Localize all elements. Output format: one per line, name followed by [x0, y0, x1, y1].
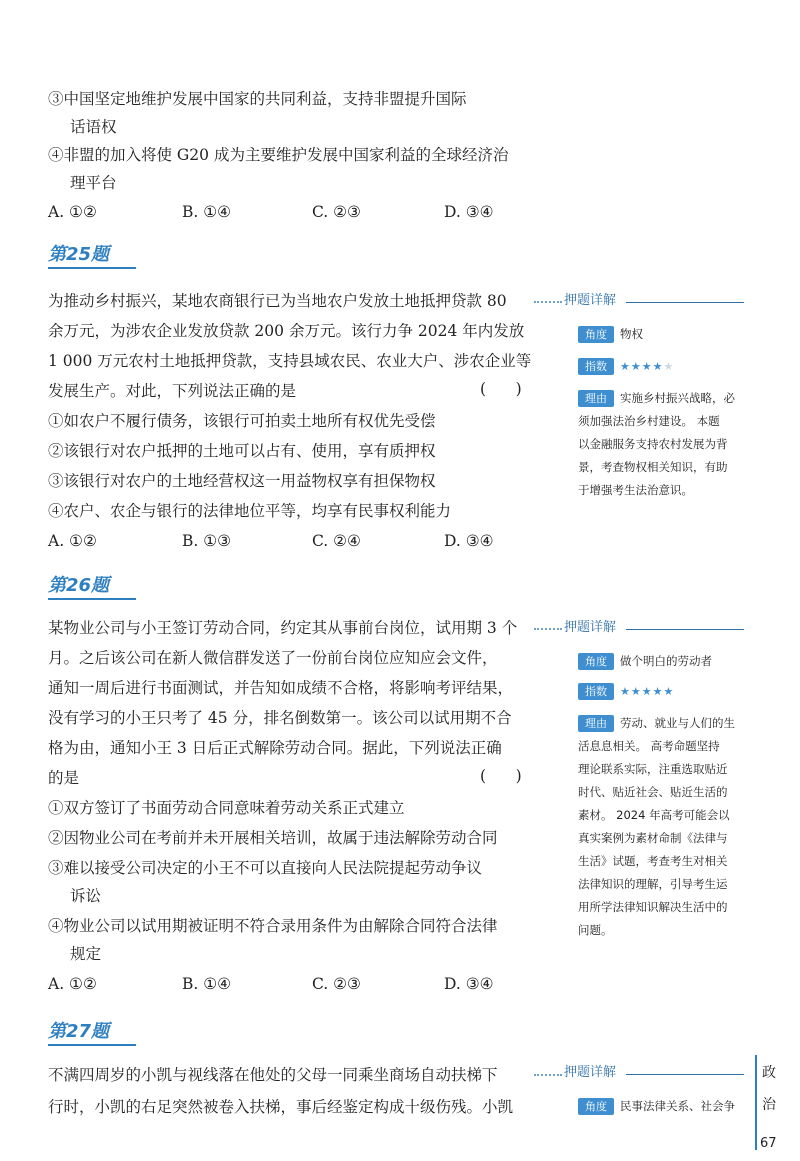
star-filled-icon: ★: [641, 360, 653, 373]
statement-2: ②该银行对农户抵押的土地可以占有、使用，享有质押权: [48, 442, 436, 460]
title-rule: [626, 1074, 744, 1075]
stem-line: 余万元，为涉农企业发放贷款 200 余万元。该行力争 2024 年内发放: [48, 322, 525, 340]
option-d: D. ③④: [444, 203, 494, 221]
rating-stars: [620, 358, 674, 375]
reason-line: 真实案例为素材命制《法律与: [578, 831, 728, 845]
stem-line: 没有学习的小王只考了 45 分，排名倒数第一。该公司以试用期不合: [48, 709, 512, 727]
angle-tag: 角度: [578, 326, 614, 343]
statement-4-cont: 规定: [70, 945, 102, 963]
stem-line: 不满四周岁的小凯与视线落在他处的父母一同乘坐商场自动扶梯下: [48, 1066, 498, 1084]
star-filled-icon: ★: [652, 685, 664, 698]
statement-3-cont: 诉讼: [70, 887, 102, 905]
option-c: C. ②③: [312, 203, 361, 221]
star-filled-icon: ★: [641, 685, 653, 698]
star-filled-icon: ★: [630, 685, 642, 698]
reason-line: 以金融服务支持农村发展为背: [578, 437, 728, 451]
index-tag: 指数: [578, 358, 614, 375]
option-d: D. ③④: [444, 975, 494, 993]
leader-dots: [534, 1074, 562, 1076]
reason-line: 时代、贴近社会、贴近生活的: [578, 785, 728, 799]
reason-text: [578, 387, 758, 502]
reason-line: 用所学法律知识解决生活中的: [578, 900, 728, 914]
statement-1: ①双方签订了书面劳动合同意味着劳动关系正式建立: [48, 799, 405, 817]
leader-dots: [534, 301, 562, 303]
angle-tag: 角度: [578, 653, 614, 670]
statement-4-cont: 理平台: [70, 174, 117, 192]
reason-line: 生活》试题，考查考生对相关: [578, 854, 728, 868]
reason-line: 法律知识的理解，引导考生运: [578, 877, 728, 891]
margin-bar: [755, 1055, 757, 1150]
star-empty-icon: ★: [663, 360, 675, 373]
stem-line: 1 000 万元农村土地抵押贷款，支持县域农民、农业大户、涉农企业等: [48, 352, 532, 370]
question-25-heading: 第25题: [48, 244, 136, 269]
stem-line: 发展生产。对此，下列说法正确的是: [48, 382, 297, 400]
statement-3-cont: 话语权: [70, 118, 117, 136]
option-a: A. ①②: [48, 532, 97, 550]
page-number: 67: [760, 1136, 777, 1151]
index-tag: 指数: [578, 683, 614, 700]
analysis-title: 押题详解: [564, 1065, 617, 1080]
title-rule: [626, 629, 744, 630]
reason-line: 问题。: [578, 923, 613, 937]
statement-4: ④农户、农企与银行的法律地位平等，均享有民事权利能力: [48, 502, 452, 520]
answer-blank: ( ): [480, 767, 522, 785]
analysis-title: 押题详解: [564, 293, 617, 308]
question-27-heading: 第27题: [48, 1021, 136, 1046]
statement-3: ③中国坚定地维护发展中国家的共同利益，支持非盟提升国际: [48, 90, 467, 108]
option-c: C. ②③: [312, 975, 361, 993]
reason-line: 景，考查物权相关知识，有助: [578, 460, 728, 474]
stem-line: 的是: [48, 769, 80, 787]
reason-tag: 理由: [578, 715, 614, 732]
reason-line: 实施乡村振兴战略，必: [620, 391, 735, 405]
reason-line: 素材。 2024 年高考可能会以: [578, 808, 730, 822]
answer-blank: ( ): [480, 380, 522, 398]
stem-line: 通知一周后进行书面测试，并告知如成绩不合格，将影响考评结果，: [48, 679, 514, 697]
angle-value: 民事法律关系、社会争: [620, 1099, 735, 1113]
leader-dots: [534, 628, 562, 630]
reason-tag: 理由: [578, 390, 614, 407]
angle-value: 物权: [620, 327, 643, 341]
subject-label: 政: [762, 1065, 776, 1081]
star-filled-icon: ★: [663, 685, 675, 698]
star-filled-icon: ★: [620, 360, 631, 373]
angle-tag: 角度: [578, 1098, 614, 1115]
stem-line: 月。之后该公司在新人微信群发送了一份前台岗位应知应会文件，: [48, 649, 498, 667]
statement-2: ②因物业公司在考前并未开展相关培训，故属于违法解除劳动合同: [48, 829, 498, 847]
star-filled-icon: ★: [652, 360, 664, 373]
reason-line: 理论联系实际，注重选取贴近: [578, 762, 728, 776]
option-a: A. ①②: [48, 203, 97, 221]
statement-1: ①如农户不履行债务，该银行可拍卖土地所有权优先受偿: [48, 412, 436, 430]
reason-line: 活息息相关。 高考命题坚持: [578, 739, 720, 753]
subject-label: 治: [762, 1097, 776, 1113]
angle-value: 做个明白的劳动者: [620, 654, 712, 668]
stem-line: 某物业公司与小王签订劳动合同，约定其从事前台岗位，试用期 3 个: [48, 619, 518, 637]
stem-line: 格为由，通知小王 3 日后正式解除劳动合同。据此，下列说法正确: [48, 739, 502, 757]
option-d: D. ③④: [444, 532, 494, 550]
stem-line: 为推动乡村振兴，某地农商银行已为当地农户发放土地抵押贷款 80: [48, 292, 507, 310]
star-filled-icon: ★: [620, 685, 631, 698]
analysis-title: 押题详解: [564, 620, 617, 635]
option-b: B. ①③: [182, 532, 232, 550]
reason-line: 于增强考生法治意识。: [578, 483, 693, 497]
star-filled-icon: ★: [630, 360, 642, 373]
reason-line: 劳动、就业与人们的生: [620, 716, 735, 730]
statement-3: ③难以接受公司决定的小王不可以直接向人民法院提起劳动争议: [48, 859, 483, 877]
question-26-heading: 第26题: [48, 575, 136, 600]
statement-4: ④物业公司以试用期被证明不符合录用条件为由解除合同符合法律: [48, 917, 498, 935]
title-rule: [626, 302, 744, 303]
reason-text: [578, 712, 758, 942]
option-a: A. ①②: [48, 975, 97, 993]
reason-line: 须加强法治乡村建设。 本题: [578, 414, 720, 428]
statement-3: ③该银行对农户的土地经营权这一用益物权享有担保物权: [48, 472, 436, 490]
stem-line: 行时，小凯的右足突然被卷入扶梯，事后经鉴定构成十级伤残。小凯: [48, 1098, 514, 1116]
rating-stars: [620, 683, 674, 700]
option-b: B. ①④: [182, 203, 232, 221]
option-c: C. ②④: [312, 532, 361, 550]
option-b: B. ①④: [182, 975, 232, 993]
statement-4: ④非盟的加入将使 G20 成为主要维护发展中国家利益的全球经济治: [48, 146, 509, 164]
